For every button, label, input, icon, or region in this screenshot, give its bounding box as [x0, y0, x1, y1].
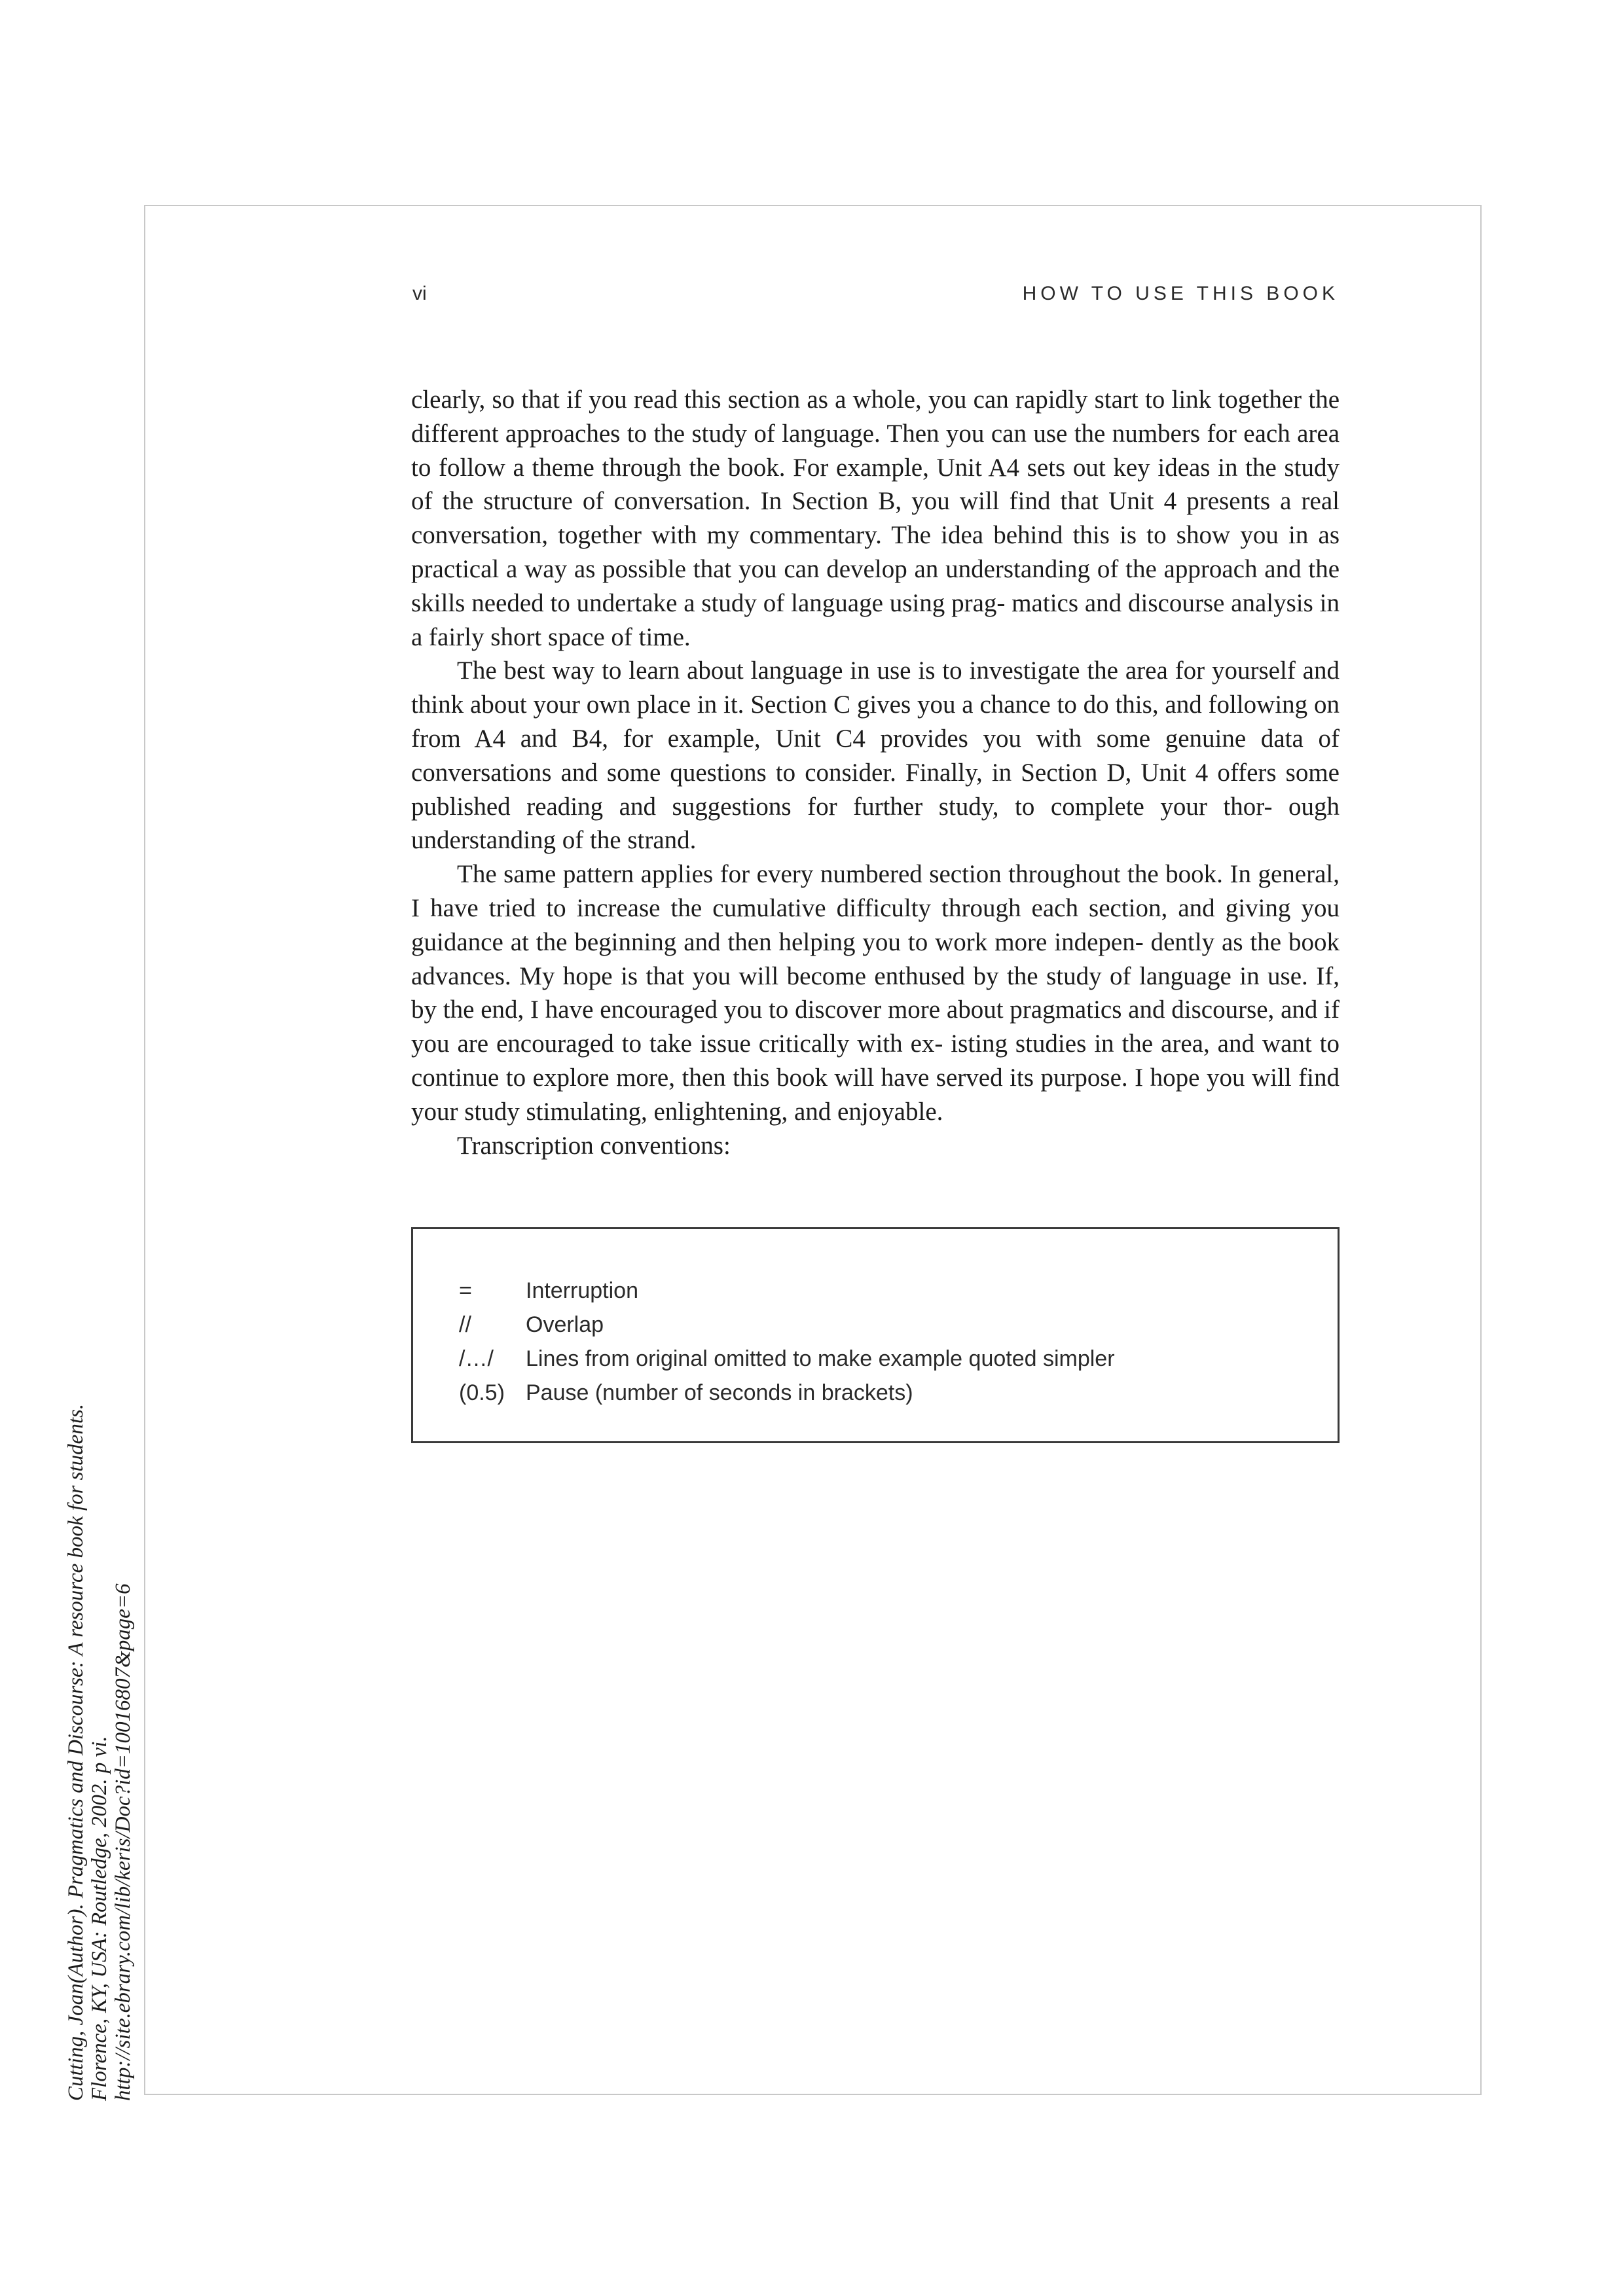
convention-symbol: =: [459, 1278, 472, 1303]
convention-symbol: /…/: [459, 1346, 494, 1371]
paragraph-1: clearly, so that if you read this section as a whole, you can rapidly start to link together the different approaches to the study of language. Then you can use the numbers for each area to follow a theme through the book. For example, Unit A4 sets out key ideas in the study of the structure of conversation. In Section B, you will find that Unit 4 presents a real conversation, together with my commentary. The idea behind this is to show you in as practical a way as possible that you can develop an understanding of the approach and the skills needed to undertake a study of language using prag- matics and discourse analysis in a fairly short space of time.: [411, 386, 1340, 651]
paragraph-3: The same pattern applies for every numbered section throughout the book. In general, I have tried to increase the cumulative difficulty through each section, and giving you guidance at the beginning and then helping you to work more indepen- dently as the book advances. My hope is that you will become enthused by the study of language in use. If, by the end, I have encouraged you to discover more about pragmatics and discourse, and if you are encouraged to take issue critically with ex- isting studies in the area, and want to continue to explore more, then this book will have served its purpose. I hope you will find your study stimulating, enlightening, and enjoyable.: [411, 860, 1340, 1126]
convention-row: [459, 1308, 1115, 1342]
citation-url: http://site.ebrary.com/lib/keris/Doc?id=10016807&page=6: [111, 1583, 135, 2101]
convention-meaning: Lines from original omitted to make example quoted simpler: [526, 1346, 1115, 1371]
convention-meaning: Interruption: [526, 1278, 638, 1303]
page-number: vi: [412, 283, 427, 304]
body-text: [411, 383, 1340, 1162]
convention-row: [459, 1376, 1115, 1410]
convention-meaning: Pause (number of seconds in brackets): [526, 1380, 913, 1405]
convention-row: [459, 1342, 1115, 1376]
section-title: HOW TO USE THIS BOOK: [1022, 283, 1339, 304]
transcription-heading: Transcription conventions:: [457, 1131, 731, 1160]
source-citation: [64, 1404, 135, 2101]
convention-symbol: (0.5): [459, 1380, 505, 1405]
convention-meaning: Overlap: [526, 1312, 604, 1337]
citation-line-2: Florence, KY, USA: Routledge, 2002. p vi.: [88, 1736, 111, 2101]
transcription-conventions-box: [411, 1227, 1340, 1443]
paragraph-2: The best way to learn about language in use is to investigate the area for yourself and think about your own place in it. Section C gives you a chance to do this, and following on from A4 and B4, for example, Unit C4 provides you with some genuine data of conversations and some questions to consider. Finally, in Section D, Unit 4 offers some published reading and suggestions for further study, to complete your thor- ough understanding of the strand.: [411, 656, 1340, 855]
convention-symbol: //: [459, 1312, 471, 1337]
citation-line-1: Cutting, Joan(Author). Pragmatics and Discourse: A resource book for students.: [64, 1403, 88, 2101]
conventions-list: [459, 1274, 1115, 1410]
convention-row: [459, 1274, 1115, 1308]
